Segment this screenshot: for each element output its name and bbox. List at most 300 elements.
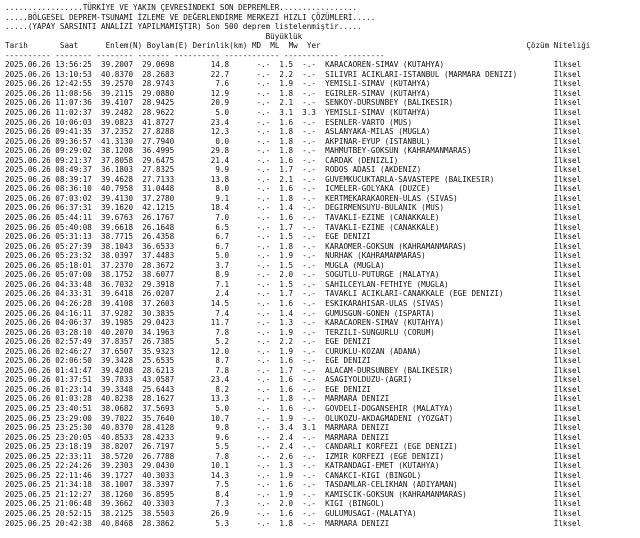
cell-derinlik: 7.5: [183, 480, 230, 490]
cell-ml: 1.6: [279, 403, 294, 413]
cell-ml: 1.6: [279, 184, 294, 194]
cell-yer: MARMARA DENIZI: [325, 394, 554, 404]
cell-enlem: 38.1752: [101, 270, 134, 280]
cell-saat: 05:23:32: [55, 251, 92, 261]
cell-cozum: İlksel: [553, 174, 582, 184]
cell-boylam: 37.5693: [142, 403, 175, 413]
cell-cozum: İlksel: [553, 184, 582, 194]
cell-tarih: 2025.06.26: [5, 69, 51, 79]
cell-mw: -.-: [302, 394, 316, 404]
cell-enlem: 40.8468: [101, 518, 134, 528]
table-row: [5, 414, 640, 424]
table-row: [5, 490, 640, 500]
cell-saat: 09:21:37: [55, 155, 92, 165]
cell-derinlik: 5.3: [183, 518, 230, 528]
cell-yer: EGIRLER-SIMAV (KUTAHYA): [325, 88, 554, 98]
cell-mw: -.-: [302, 184, 316, 194]
cell-ml: 1.6: [279, 508, 294, 518]
cell-yer: KARACAOREN-SIMAV (KUTAHYA): [325, 60, 554, 70]
cell-mw: -.-: [302, 365, 316, 375]
cell-derinlik: 8.2: [183, 384, 230, 394]
cell-boylam: 36.4995: [142, 146, 175, 156]
cell-ml: 1.3: [279, 461, 294, 471]
cell-md: -.-: [256, 165, 271, 175]
cell-ml: 1.9: [279, 327, 294, 337]
cell-tarih: 2025.06.26: [5, 127, 51, 137]
cell-ml: 2.1: [279, 174, 294, 184]
cell-saat: 04:33:31: [55, 289, 92, 299]
cell-ml: 1.8: [279, 136, 294, 146]
cell-mw: -.-: [302, 279, 316, 289]
cell-yer: ASLANYAKA-MILAS (MUGLA): [325, 127, 554, 137]
cell-ml: 2.4: [279, 442, 294, 452]
cell-mw: -.-: [302, 270, 316, 280]
cell-derinlik: 5.5: [183, 442, 230, 452]
cell-boylam: 28.6213: [142, 365, 175, 375]
cell-enlem: 39.3662: [101, 499, 134, 509]
cell-enlem: 37.9282: [101, 308, 134, 318]
table-row: [5, 261, 640, 271]
cell-enlem: 39.4108: [101, 298, 134, 308]
table-row: [5, 232, 640, 242]
cell-tarih: 2025.06.26: [5, 318, 51, 328]
cell-tarih: 2025.06.25: [5, 461, 51, 471]
cell-saat: 02:46:27: [55, 346, 92, 356]
cell-saat: 23:18:19: [55, 442, 92, 452]
cell-ml: 1.6: [279, 384, 294, 394]
cell-saat: 05:18:01: [55, 260, 92, 270]
table-row: [5, 309, 640, 319]
cell-boylam: 29.0423: [142, 318, 175, 328]
cell-derinlik: 8.9: [183, 270, 230, 280]
cell-enlem: 39.1985: [101, 318, 134, 328]
cell-saat: 04:26:28: [55, 298, 92, 308]
cell-saat: 13:56:25: [55, 60, 92, 70]
cell-cozum: İlksel: [553, 298, 582, 308]
table-row: [5, 356, 640, 366]
cell-boylam: 27.8288: [142, 127, 175, 137]
cell-cozum: İlksel: [553, 193, 582, 203]
table-row: [5, 452, 640, 462]
cell-enlem: 38.1007: [101, 480, 134, 490]
cell-derinlik: 8.7: [183, 356, 230, 366]
cell-md: -.-: [256, 193, 271, 203]
cell-md: -.-: [256, 127, 271, 137]
cell-mw: -.-: [302, 136, 316, 146]
cell-derinlik: 13.8: [183, 174, 230, 184]
cell-boylam: 29.6475: [142, 155, 175, 165]
cell-derinlik: 2.4: [183, 289, 230, 299]
cell-saat: 03:28:10: [55, 327, 92, 337]
cell-boylam: 34.1963: [142, 327, 175, 337]
cell-mw: -.-: [302, 251, 316, 261]
cell-cozum: İlksel: [553, 108, 582, 118]
cell-yer: ESENLER-VARTO (MUS): [325, 117, 554, 127]
cell-ml: 3.1: [279, 108, 294, 118]
cell-md: -.-: [256, 518, 271, 528]
cell-cozum: İlksel: [553, 79, 582, 89]
column-separator-line: ---------- -------- -------- ------- ---------- ------------ ------------ ---------: [5, 50, 385, 60]
cell-derinlik: 10.1: [183, 461, 230, 471]
cell-cozum: İlksel: [553, 394, 582, 404]
cell-yer: CARDAK (DENIZLI): [325, 155, 554, 165]
cell-yer: YEMISLI-SIMAV (KUTAHYA): [325, 108, 554, 118]
cell-enlem: 39.7022: [101, 413, 134, 423]
table-row: [5, 480, 640, 490]
cell-ml: 1.5: [279, 279, 294, 289]
cell-mw: -.-: [302, 480, 316, 490]
cell-derinlik: 29.8: [183, 146, 230, 156]
cell-mw: -.-: [302, 165, 316, 175]
cell-yer: GOVDELI-DOGANSEHIR (MALATYA): [325, 403, 554, 413]
cell-enlem: 38.0682: [101, 403, 134, 413]
cell-md: -.-: [256, 155, 271, 165]
cell-cozum: İlksel: [553, 327, 582, 337]
table-row: [5, 337, 640, 347]
cell-mw: -.-: [302, 213, 316, 223]
cell-tarih: 2025.06.26: [5, 108, 51, 118]
cell-cozum: İlksel: [553, 203, 582, 213]
cell-md: -.-: [256, 346, 271, 356]
cell-cozum: İlksel: [553, 384, 582, 394]
cell-derinlik: 7.8: [183, 451, 230, 461]
cell-md: -.-: [256, 461, 271, 471]
cell-md: -.-: [256, 60, 271, 70]
cell-derinlik: 12.9: [183, 88, 230, 98]
cell-tarih: 2025.06.26: [5, 174, 51, 184]
column-header-line: [5, 41, 640, 51]
cell-md: -.-: [256, 298, 271, 308]
cell-ml: 1.9: [279, 413, 294, 423]
table-row: [5, 79, 640, 89]
cell-mw: -.-: [302, 337, 316, 347]
table-row: [5, 203, 640, 213]
col-header-yer: Yer: [306, 41, 321, 51]
cell-enlem: 36.1803: [101, 165, 134, 175]
cell-ml: 1.8: [279, 241, 294, 251]
table-row: [5, 137, 640, 147]
cell-derinlik: 7.3: [183, 499, 230, 509]
cell-cozum: İlksel: [553, 146, 582, 156]
cell-cozum: İlksel: [553, 308, 582, 318]
cell-enlem: 39.3428: [101, 356, 134, 366]
cell-saat: 22:24:26: [55, 461, 92, 471]
cell-enlem: 40.7958: [101, 184, 134, 194]
cell-mw: 3.3: [302, 108, 316, 118]
cell-tarih: 2025.06.26: [5, 384, 51, 394]
cell-boylam: 26.1767: [142, 213, 175, 223]
cell-derinlik: 10.7: [183, 413, 230, 423]
table-row: [5, 194, 640, 204]
cell-ml: 1.5: [279, 232, 294, 242]
cell-yer: TASDAMLAR-CELIKHAN (ADIYAMAN): [325, 480, 554, 490]
cell-md: -.-: [256, 480, 271, 490]
cell-cozum: İlksel: [553, 470, 582, 480]
cell-yer: KIGI (BINGOL): [325, 499, 554, 509]
cell-tarih: 2025.06.25: [5, 470, 51, 480]
cell-mw: -.-: [302, 146, 316, 156]
cell-ml: 1.7: [279, 289, 294, 299]
cell-saat: 11:08:56: [55, 88, 92, 98]
cell-yer: KATRANDAGI-EMET (KUTAHYA): [325, 461, 554, 471]
cell-boylam: 30.3835: [142, 308, 175, 318]
table-row: [5, 156, 640, 166]
cell-boylam: 40.3033: [142, 470, 175, 480]
cell-boylam: 38.5503: [142, 508, 175, 518]
table-row: [5, 270, 640, 280]
cell-tarih: 2025.06.26: [5, 279, 51, 289]
cell-boylam: 29.3918: [142, 279, 175, 289]
cell-enlem: 39.1727: [101, 470, 134, 480]
cell-cozum: İlksel: [553, 403, 582, 413]
cell-yer: GUMUSGUN-GONEN (ISPARTA): [325, 308, 554, 318]
cell-mw: -.-: [302, 232, 316, 242]
cell-derinlik: 9.6: [183, 432, 230, 442]
cell-cozum: İlksel: [553, 232, 582, 242]
cell-enlem: 38.1260: [101, 489, 134, 499]
col-header-saat: Saat: [59, 41, 79, 51]
cell-mw: -.-: [302, 442, 316, 452]
cell-mw: -.-: [302, 98, 316, 108]
cell-enlem: 37.2352: [101, 127, 134, 137]
cell-mw: -.-: [302, 327, 316, 337]
cell-tarih: 2025.06.26: [5, 356, 51, 366]
cell-derinlik: 23.4: [183, 117, 230, 127]
cell-enlem: 37.6507: [101, 346, 134, 356]
cell-tarih: 2025.06.26: [5, 98, 51, 108]
cell-mw: -.-: [302, 308, 316, 318]
cell-saat: 10:06:03: [55, 117, 92, 127]
cell-mw: -.-: [302, 356, 316, 366]
table-row: [5, 519, 640, 529]
cell-enlem: 38.5720: [101, 451, 134, 461]
cell-derinlik: 13.3: [183, 394, 230, 404]
table-row: [5, 89, 640, 99]
cell-ml: 1.6: [279, 155, 294, 165]
cell-saat: 08:39:17: [55, 174, 92, 184]
cell-md: -.-: [256, 222, 271, 232]
cell-derinlik: 5.2: [183, 337, 230, 347]
cell-saat: 23:20:05: [55, 432, 92, 442]
cell-yer: EGE DENIZI: [325, 384, 554, 394]
cell-saat: 22:11:46: [55, 470, 92, 480]
cell-md: -.-: [256, 489, 271, 499]
cell-cozum: İlksel: [553, 346, 582, 356]
cell-md: -.-: [256, 69, 271, 79]
cell-yer: MARMARA DENIZI: [325, 432, 554, 442]
cell-enlem: 39.6618: [101, 222, 134, 232]
cell-saat: 22:33:11: [55, 451, 92, 461]
table-row: [5, 404, 640, 414]
cell-saat: 05:44:11: [55, 213, 92, 223]
cell-enlem: 39.4628: [101, 174, 134, 184]
table-row: [5, 251, 640, 261]
cell-mw: -.-: [302, 461, 316, 471]
cell-md: -.-: [256, 327, 271, 337]
cell-boylam: 27.7940: [142, 136, 175, 146]
cell-ml: 1.6: [279, 117, 294, 127]
cell-derinlik: 9.8: [183, 423, 230, 433]
table-row: [5, 127, 640, 137]
cell-enlem: 39.2115: [101, 88, 134, 98]
table-row: [5, 175, 640, 185]
cell-cozum: İlksel: [553, 117, 582, 127]
cell-yer: CANAKCI-KIGI (BINGOL): [325, 470, 554, 480]
cell-enlem: 39.6418: [101, 289, 134, 299]
cell-md: -.-: [256, 413, 271, 423]
cell-yer: MAHMUTBEY-GOKSUN (KAHRAMANMARAS): [325, 146, 554, 156]
cell-boylam: 26.4358: [142, 232, 175, 242]
cell-saat: 09:36:57: [55, 136, 92, 146]
cell-cozum: İlksel: [553, 88, 582, 98]
cell-boylam: 31.0448: [142, 184, 175, 194]
cell-cozum: İlksel: [553, 423, 582, 433]
cell-mw: -.-: [302, 260, 316, 270]
cell-saat: 05:31:13: [55, 232, 92, 242]
cell-saat: 02:57:49: [55, 337, 92, 347]
cell-derinlik: 5.0: [183, 251, 230, 261]
cell-md: -.-: [256, 108, 271, 118]
cell-enlem: 39.2570: [101, 79, 134, 89]
cell-md: -.-: [256, 203, 271, 213]
cell-tarih: 2025.06.26: [5, 88, 51, 98]
cell-yer: SAHILCEYLAN-FETHIYE (MUGLA): [325, 279, 554, 289]
cell-boylam: 42.1215: [142, 203, 175, 213]
table-row: [5, 509, 640, 519]
cell-saat: 21:06:48: [55, 499, 92, 509]
cell-md: -.-: [256, 232, 271, 242]
cell-md: -.-: [256, 260, 271, 270]
cell-tarih: 2025.06.26: [5, 136, 51, 146]
cell-tarih: 2025.06.26: [5, 222, 51, 232]
cell-enlem: 40.8370: [101, 423, 134, 433]
cell-md: -.-: [256, 442, 271, 452]
cell-saat: 23:29:00: [55, 413, 92, 423]
cell-yer: ALACAM-DURSUNBEY (BALIKESIR): [325, 365, 554, 375]
cell-enlem: 36.7032: [101, 279, 134, 289]
cell-derinlik: 21.4: [183, 155, 230, 165]
cell-tarih: 2025.06.26: [5, 117, 51, 127]
cell-saat: 04:16:11: [55, 308, 92, 318]
cell-boylam: 35.7640: [142, 413, 175, 423]
cell-yer: ICMELER-GOLYAKA (DUZCE): [325, 184, 554, 194]
cell-cozum: İlksel: [553, 165, 582, 175]
col-header-tarih: Tarih: [5, 41, 28, 51]
cell-enlem: 38.8207: [101, 442, 134, 452]
cell-derinlik: 7.4: [183, 308, 230, 318]
cell-mw: 3.1: [302, 423, 316, 433]
cell-mw: -.-: [302, 489, 316, 499]
cell-saat: 11:02:37: [55, 108, 92, 118]
cell-yer: ESKIKARAHISAR-ULAS (SIVAS): [325, 298, 554, 308]
cell-derinlik: 7.0: [183, 213, 230, 223]
cell-boylam: 28.3862: [142, 518, 175, 528]
cell-enlem: 39.4208: [101, 365, 134, 375]
cell-boylam: 37.2780: [142, 193, 175, 203]
cell-yer: DEGIRMENSUYU-BULANIK (MUS): [325, 203, 554, 213]
cell-saat: 20:52:15: [55, 508, 92, 518]
cell-boylam: 28.4233: [142, 432, 175, 442]
table-row: [5, 213, 640, 223]
cell-saat: 01:37:51: [55, 375, 92, 385]
cell-boylam: 28.9425: [142, 98, 175, 108]
cell-mw: -.-: [302, 413, 316, 423]
cell-mw: -.-: [302, 222, 316, 232]
cell-enlem: 38.1208: [101, 146, 134, 156]
cell-yer: TAVAKLI-EZINE (CANAKKALE): [325, 222, 554, 232]
cell-md: -.-: [256, 384, 271, 394]
cell-yer: GUVEMKUCUKTARLA-SAVASTEPE (BALIKESIR): [325, 174, 554, 184]
cell-enlem: 40.8370: [101, 69, 134, 79]
cell-cozum: İlksel: [553, 270, 582, 280]
cell-ml: 1.8: [279, 146, 294, 156]
cell-boylam: 26.0207: [142, 289, 175, 299]
cell-tarih: 2025.06.25: [5, 432, 51, 442]
cell-saat: 06:37:31: [55, 203, 92, 213]
cell-md: -.-: [256, 432, 271, 442]
cell-mw: -.-: [302, 375, 316, 385]
cell-derinlik: 7.8: [183, 365, 230, 375]
cell-mw: -.-: [302, 69, 316, 79]
cell-tarih: 2025.06.26: [5, 365, 51, 375]
table-row: [5, 289, 640, 299]
cell-mw: -.-: [302, 318, 316, 328]
cell-tarih: 2025.06.25: [5, 480, 51, 490]
cell-cozum: İlksel: [553, 213, 582, 223]
cell-boylam: 28.9622: [142, 108, 175, 118]
cell-boylam: 27.7133: [142, 174, 175, 184]
cell-derinlik: 6.5: [183, 222, 230, 232]
cell-derinlik: 14.3: [183, 470, 230, 480]
cell-mw: -.-: [302, 203, 316, 213]
cell-boylam: 36.6533: [142, 241, 175, 251]
cell-saat: 23:25:30: [55, 423, 92, 433]
cell-cozum: İlksel: [553, 375, 582, 385]
cell-tarih: 2025.06.25: [5, 403, 51, 413]
table-row: [5, 98, 640, 108]
cell-cozum: İlksel: [553, 489, 582, 499]
magnitude-title-indent: [5, 32, 266, 41]
cell-saat: 12:42:55: [55, 79, 92, 89]
cell-ml: 1.8: [279, 394, 294, 404]
cell-ml: 1.8: [279, 127, 294, 137]
cell-boylam: 37.4483: [142, 251, 175, 261]
table-row: [5, 385, 640, 395]
table-row: [5, 394, 640, 404]
cell-tarih: 2025.06.25: [5, 499, 51, 509]
cell-saat: 08:36:10: [55, 184, 92, 194]
cell-ml: 3.4: [279, 423, 294, 433]
col-header-ml: ML: [270, 41, 280, 51]
cell-boylam: 29.0430: [142, 461, 175, 471]
cell-md: -.-: [256, 174, 271, 184]
cell-mw: -.-: [302, 451, 316, 461]
cell-md: -.-: [256, 79, 271, 89]
cell-enlem: 38.2125: [101, 508, 134, 518]
cell-saat: 21:34:18: [55, 480, 92, 490]
cell-md: -.-: [256, 98, 271, 108]
cell-saat: 02:06:50: [55, 356, 92, 366]
cell-yer: KARAOMER-GOKSUN (KAHRAMANMARAS): [325, 241, 554, 251]
cell-saat: 01:41:47: [55, 365, 92, 375]
cell-mw: -.-: [302, 298, 316, 308]
cell-mw: -.-: [302, 470, 316, 480]
cell-derinlik: 7.1: [183, 279, 230, 289]
table-row: [5, 433, 640, 443]
cell-boylam: 27.8325: [142, 165, 175, 175]
cell-enlem: 41.3130: [101, 136, 134, 146]
cell-saat: 09:29:02: [55, 146, 92, 156]
